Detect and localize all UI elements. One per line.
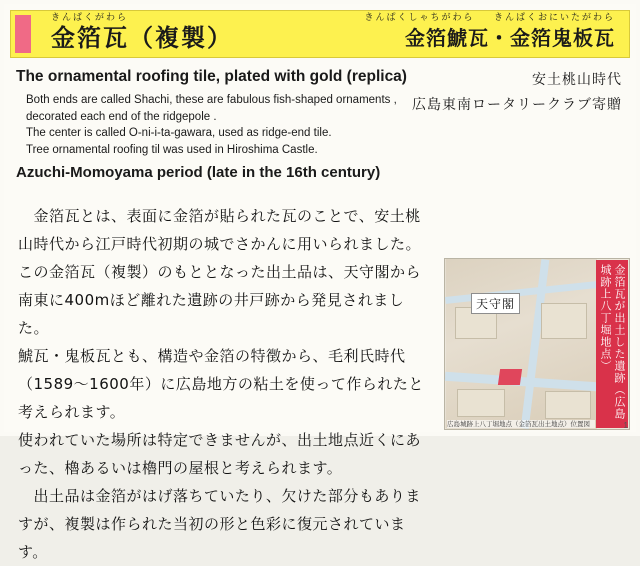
- title-right-ruby: [365, 13, 615, 24]
- japanese-paragraph-2: 鯱瓦・鬼板瓦とも、構造や金箔の特徴から、毛利氏時代（1589～1600年）に広島地方の粘土を使って作られたと考えられます。: [18, 347, 424, 421]
- english-body-line: The center is called O-ni-i-ta-gawara, used as ridge-end tile.: [26, 127, 332, 139]
- map-block: [457, 389, 505, 417]
- english-body-line: Both ends are called Shachi, these are fabulous fish-shaped ornaments ,: [26, 94, 397, 106]
- figure-map: [444, 258, 630, 430]
- map-river: [445, 281, 597, 304]
- castle-keep-label: 天守閣: [471, 293, 520, 314]
- japanese-paragraph-4: 出土品は金箔がはげ落ちていたり、欠けた部分もありますが、複製は作られた当初の形と色彩に復元されています。: [18, 487, 421, 561]
- title-right: [365, 13, 615, 52]
- english-body-line: decorated each end of the ridgepole .: [26, 110, 217, 123]
- map-block: [541, 303, 587, 339]
- figure-vertical-caption: [596, 260, 628, 428]
- title-right-ruby-1: きんぱくしゃちがわら: [364, 13, 475, 23]
- title-left: [51, 13, 233, 52]
- title-right-ruby-2: きんぱくおにいたがわら: [493, 13, 615, 23]
- figure-vertical-caption-text: 金箔瓦が出土した遺跡（広島城跡上八丁堀地点）: [599, 264, 626, 420]
- english-period: Azuchi-Momoyama period (late in the 16th century): [16, 164, 381, 181]
- japanese-paragraph-3: 使われていた場所は特定できませんが、出土地点近くにあった、櫓あるいは櫓門の屋根と考えられます。: [18, 431, 422, 477]
- japanese-paragraph-1: 金箔瓦とは、表面に金箔が貼られた瓦のことで、安土桃山時代から江戸時代初期の城でさかんに用いられました。この金箔瓦（複製）のもととなった出土品は、天守閣から南東に400mほど離れた遺跡の井戸跡から発見されました。: [18, 207, 422, 337]
- japanese-body: [18, 202, 434, 566]
- period-japanese: 安土桃山時代: [532, 72, 622, 88]
- donor-japanese: 広島東南ロータリークラブ寄贈: [412, 97, 622, 113]
- english-body-line: Tree ornamental roofing til was used in Hiroshima Castle.: [26, 143, 318, 156]
- title-left-ruby: きんぱくがわら: [51, 13, 129, 23]
- english-body: [26, 92, 446, 158]
- map-image: [445, 259, 597, 429]
- map-block: [545, 391, 591, 419]
- page-number: 1: [623, 421, 628, 430]
- english-heading: The ornamental roofing tile, plated with gold (replica): [16, 68, 407, 85]
- pink-marker-icon: [15, 15, 31, 53]
- panel-sheet: [4, 4, 636, 561]
- title-right-main: 金箔鯱瓦・金箔鬼板瓦: [405, 26, 615, 50]
- title-left-main: 金箔瓦（複製）: [51, 24, 233, 52]
- title-band: [10, 10, 630, 58]
- map-caption: 広島城跡上八丁堀地点（金箔瓦出土地点）位置図: [447, 420, 595, 428]
- donor-info: [412, 68, 622, 118]
- excavation-site-marker: [498, 369, 522, 385]
